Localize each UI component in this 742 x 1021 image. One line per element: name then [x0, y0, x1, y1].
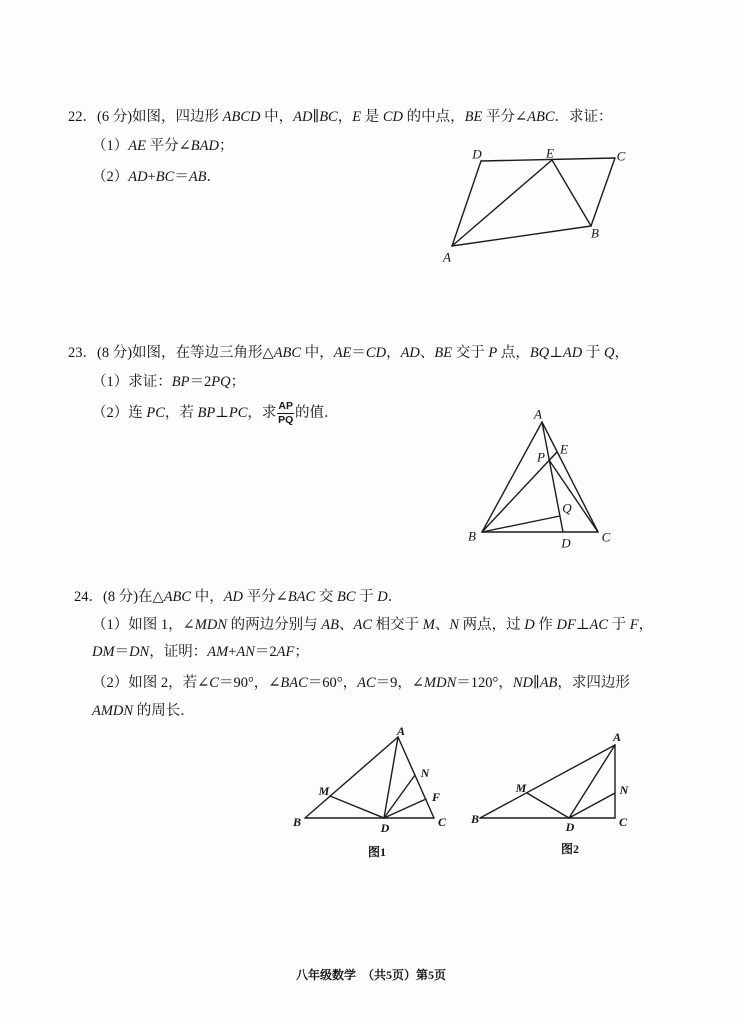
- point-label-n: N: [420, 766, 430, 780]
- question-22-part-1: （1）AE 平分∠BAD；: [92, 138, 234, 154]
- point-label-c: C: [616, 148, 626, 164]
- point-label-q: Q: [562, 500, 572, 516]
- segment-cb: [591, 158, 615, 226]
- math-variable: BAD: [190, 138, 219, 154]
- point-label-a: A: [534, 406, 542, 422]
- point-label-d: D: [565, 820, 575, 834]
- segment-ac: [542, 422, 598, 532]
- figure-22: [442, 146, 626, 265]
- math-variable: PC: [146, 404, 165, 421]
- point-label-d: D: [472, 146, 482, 162]
- math-variable: DN: [129, 644, 150, 660]
- math-variable: BAC: [287, 589, 316, 605]
- math-variable: C: [209, 675, 219, 691]
- math-variable: E: [352, 109, 362, 125]
- question-23-part-2-text: （2）连 PC，若 BP⊥PC，求: [92, 404, 277, 421]
- math-variable: BC: [336, 589, 356, 605]
- point-label-a: A: [396, 724, 406, 738]
- math-variable: ABC: [163, 589, 192, 605]
- math-variable: AE: [333, 345, 352, 361]
- math-variable: AC: [353, 617, 373, 633]
- figure-caption: 图2: [560, 842, 580, 856]
- question-23-stem: 23．(8 分)如图，在等边三角形△ABC 中，AE＝CD，AD、BE 交于 P 点，BQ⊥AD 于 Q，: [68, 345, 629, 361]
- question-24-part-1: （1）如图 1，∠MDN 的两边分别与 AB、AC 相交于 M、N 两点，过 D 作 DF⊥AC 于 F，: [92, 617, 654, 633]
- math-variable: M: [422, 617, 435, 633]
- segment-ab: [305, 737, 398, 818]
- question-22-part-2: （2）AD+BC＝AB．: [92, 169, 222, 185]
- math-variable: ABC: [273, 345, 302, 361]
- figure-24-2: [470, 730, 630, 856]
- math-variable: AC: [589, 617, 609, 633]
- question-24-part-2-continued: AMDN 的周长．: [92, 703, 195, 719]
- math-variable: AB: [539, 675, 558, 691]
- question-23-part-1: （1）求证：BP＝2PQ；: [92, 374, 246, 390]
- question-24-part-2: （2）如图 2，若∠C＝90°，∠BAC＝60°，AC＝9，∠MDN＝120°，ND∥AB，求四边形: [92, 675, 630, 691]
- point-label-b: B: [292, 815, 302, 829]
- math-variable: AB: [321, 617, 339, 633]
- point-label-a: A: [612, 730, 622, 744]
- segment-ad: [569, 745, 615, 818]
- point-label-f: F: [431, 790, 441, 804]
- segment-dm: [330, 796, 384, 818]
- point-label-e: E: [546, 145, 554, 161]
- fraction-numerator: AP: [278, 400, 294, 412]
- math-variable: AF: [276, 644, 295, 660]
- point-label-b: B: [468, 528, 476, 544]
- segment-bq: [482, 516, 560, 532]
- segment-ad: [384, 737, 398, 818]
- math-variable: BC: [319, 109, 338, 125]
- math-variable: AB: [188, 169, 207, 185]
- math-variable: BC: [155, 169, 175, 185]
- math-variable: ABC: [527, 109, 555, 125]
- math-variable: P: [488, 345, 498, 361]
- math-variable: BP: [171, 374, 190, 390]
- segment-ab: [480, 745, 615, 818]
- math-variable: AD: [223, 589, 244, 605]
- page-footer: 八年级数学 （共5页）第5页: [295, 968, 446, 982]
- figure-23: [468, 407, 611, 551]
- question-23-part-2-tail: 的值．: [295, 404, 339, 421]
- math-variable: D: [524, 617, 535, 633]
- point-label-n: N: [619, 783, 629, 797]
- fraction-denominator: PQ: [278, 414, 294, 426]
- question-24-part-1-continued: DM＝DN，证明：AM+AN＝2AF；: [92, 644, 309, 660]
- point-label-a: A: [443, 249, 451, 265]
- point-label-d: D: [380, 821, 390, 835]
- math-variable: AD: [128, 169, 148, 185]
- math-variable: BQ: [529, 345, 550, 361]
- figure-caption: 图1: [367, 845, 387, 859]
- point-label-b: B: [591, 225, 599, 241]
- math-variable: F: [629, 617, 639, 633]
- math-variable: CD: [365, 345, 387, 361]
- segment-ab: [452, 226, 591, 246]
- point-label-c: C: [437, 815, 447, 829]
- point-label-e: E: [560, 441, 568, 457]
- segment-dn: [569, 793, 615, 818]
- point-label-d: D: [561, 535, 571, 551]
- point-label-p: P: [537, 449, 545, 465]
- question-22-stem: 22．(6 分)如图，四边形 ABCD 中，AD∥BC，E 是 CD 的中点，BE 平分∠ABC．求证：: [68, 109, 613, 125]
- math-variable: AN: [236, 644, 255, 660]
- math-variable: CD: [382, 109, 403, 125]
- math-variable: ND: [512, 675, 533, 691]
- math-variable: Q: [603, 345, 615, 361]
- math-variable: PQ: [211, 374, 231, 390]
- math-variable: AD: [400, 345, 420, 361]
- math-variable: ABCD: [222, 109, 261, 125]
- point-label-m: M: [515, 781, 527, 795]
- figure-24-1: [292, 724, 447, 859]
- segment-eb: [552, 160, 591, 226]
- math-variable: AM: [207, 644, 229, 660]
- math-variable: BE: [464, 109, 483, 125]
- math-variable: N: [449, 617, 460, 633]
- math-variable: MDN: [424, 675, 457, 691]
- math-variable: DF: [556, 617, 576, 633]
- segment-dm: [527, 793, 569, 818]
- math-variable: AMDN: [92, 703, 134, 719]
- math-variable: PC: [228, 404, 248, 421]
- math-variable: AD: [293, 109, 313, 125]
- math-variable: AE: [128, 138, 146, 154]
- point-label-m: M: [318, 784, 330, 798]
- point-label-c: C: [601, 529, 611, 545]
- math-variable: BE: [434, 345, 453, 361]
- math-variable: AC: [357, 675, 376, 691]
- point-label-b: B: [470, 812, 480, 826]
- math-variable: D: [377, 589, 388, 605]
- math-variable: MDN: [194, 617, 228, 633]
- point-label-c: C: [618, 815, 628, 829]
- math-variable: AD: [562, 345, 583, 361]
- math-variable: BAC: [280, 675, 308, 691]
- math-variable: BP: [197, 404, 216, 421]
- math-variable: DM: [92, 644, 115, 660]
- question-24-stem: 24．(8 分)在△ABC 中，AD 平分∠BAC 交 BC 于 D．: [74, 589, 403, 605]
